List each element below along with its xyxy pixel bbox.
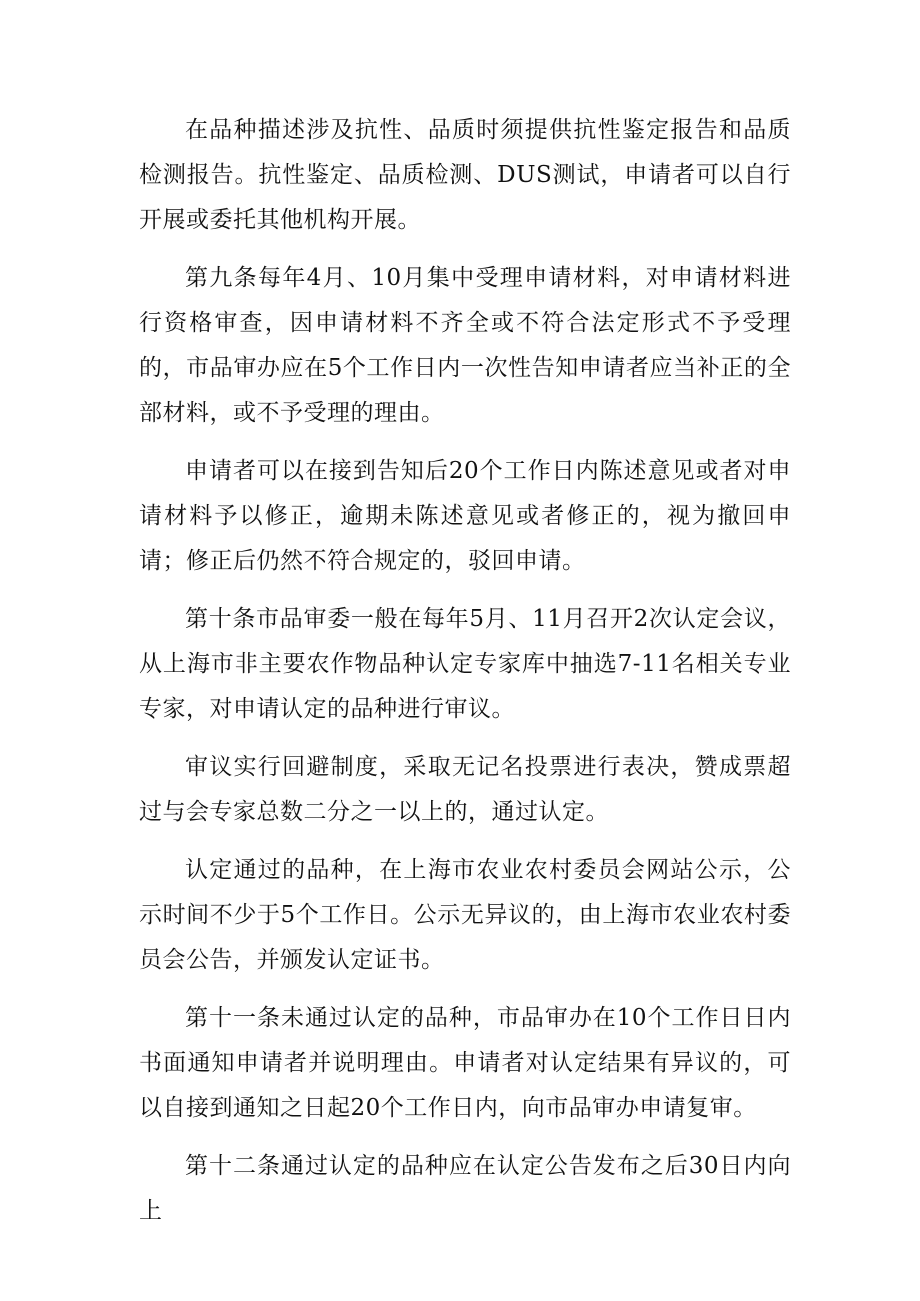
paragraph-2: 第九条每年4月、10月集中受理申请材料，对申请材料进行资格审查，因申请材料不齐全或不符合法定形式不予受理的，市品审办应在5个工作日内一次性告知申请者应当补正的全部材料，或不予受理的理由。: [139, 265, 791, 426]
paragraph-4: 第十条市品审委一般在每年5月、11月召开2次认定会议，从上海市非主要农作物品种认定专家库中抽选7-11名相关专业专家，对申请认定的品种进行审议。: [139, 606, 791, 722]
paragraph-3: 申请者可以在接到告知后20个工作日内陈述意见或者对申请材料予以修正，逾期未陈述意见或者修正的，视为撤回申请；修正后仍然不符合规定的，驳回申请。: [139, 458, 791, 574]
document-body: [139, 108, 791, 1247]
paragraph-5: 审议实行回避制度，采取无记名投票进行表决，赞成票超过与会专家总数二分之一以上的，通过认定。: [139, 754, 791, 825]
paragraph-1: 在品种描述涉及抗性、品质时须提供抗性鉴定报告和品质检测报告。抗性鉴定、品质检测、DUS测试，申请者可以自行开展或委托其他机构开展。: [139, 117, 791, 233]
paragraph-8: 第十二条通过认定的品种应在认定公告发布之后30日内向上: [139, 1153, 791, 1224]
paragraph-6: 认定通过的品种，在上海市农业农村委员会网站公示，公示时间不少于5个工作日。公示无异议的，由上海市农业农村委员会公告，并颁发认定证书。: [139, 857, 791, 973]
paragraph-7: 第十一条未通过认定的品种，市品审办在10个工作日日内书面通知申请者并说明理由。申请者对认定结果有异议的，可以自接到通知之日起20个工作日内，向市品审办申请复审。: [139, 1005, 791, 1121]
